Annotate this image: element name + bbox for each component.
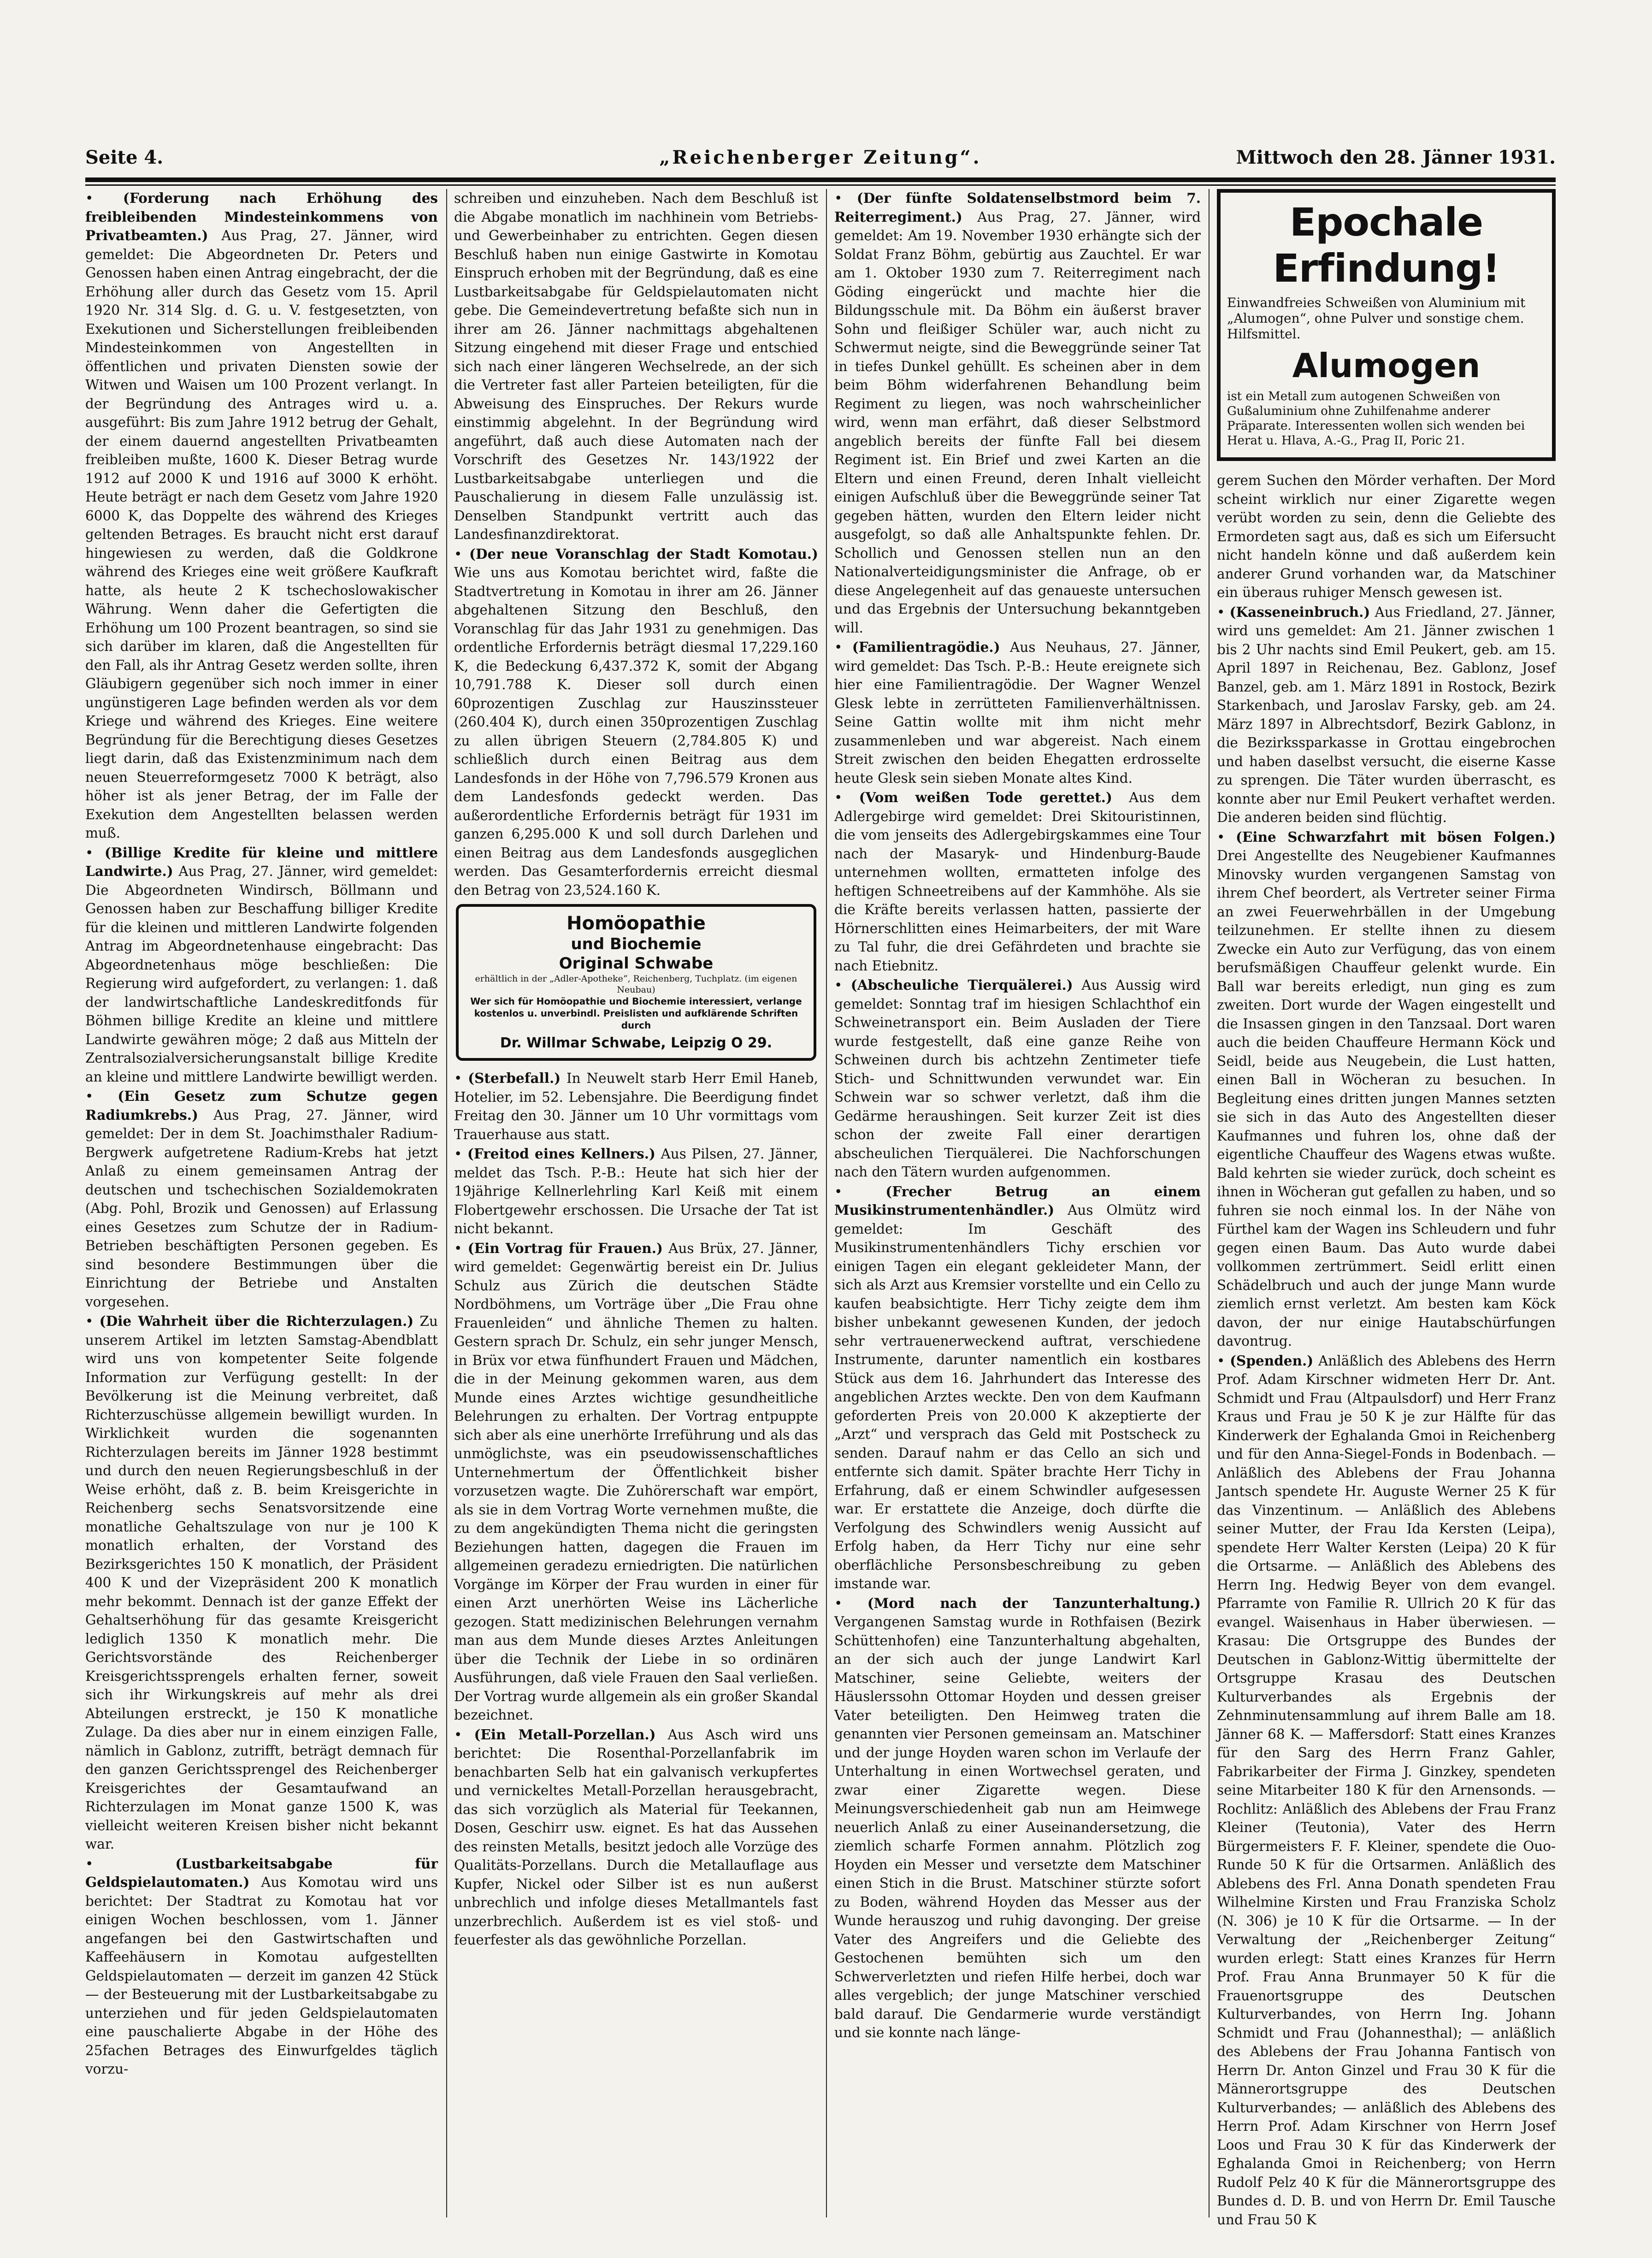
article-text: Aus dem Adlergebirge wird gemeldet: Drei Skitouristinnen, die vom jenseits des Adlergebirgskammes eine Tour nach der Masaryk- und Hindenburg-Baude unternehmen wollten, ermatteten infolge des heftigen Schneetreibens auf der Kammhöhe. Als sie die Kräfte bereits verlassen hatten, passierte der Hörnerschlitten eines Heimarbeiters, der mit Ware zu Tal fuhr, die drei Gefährdeten und brachte sie nach Etiebnitz. xyxy=(834,790,1201,974)
issue-date: Mittwoch den 28. Jänner 1931. xyxy=(1236,147,1556,168)
article: • (Forderung nach Erhöhung des freibleibenden Mindesteinkommens von Privatbeamten.) Aus Prag, 27. Jänner, wird gemeldet: Die Abgeordneten Dr. Peters und Genossen haben einen Antrag eingebracht, der die Erhöhung aller durch das Gesetz vom 15. April 1920 Nr. 314 Slg. d. G. u. V. festgesetzten, von Exekutionen und Sicherstellungen freibleibenden Mindesteinkommen von Angestellten in öffentlichen und privaten Diensten sowie der Witwen und Waisen um 100 Prozent verlangt. In der Begründung des Antrages wird u. a. ausgeführt: Bis zum Jahre 1912 betrug der Gehalt, der einem dauernd angestellten Privatbeamten freibleiben mußte, 1600 K. Dieser Betrag wurde 1912 auf 2000 K und 1916 auf 3000 K erhöht. Heute beträgt er nach dem Gesetz vom Jahre 1920 6000 K, das Doppelte des während des Krieges geltenden Betrages. Es braucht nicht erst darauf hingewiesen zu werden, daß die Goldkrone während des Krieges eine weit größere Kaufkraft hatte, als heute 2 K tschechoslowakischer Währung. Wenn daher die Gefertigten die Erhöhung um 100 Prozent beantragen, so sind sie sich darüber im klaren, daß die Angestellten für den Fall, als ihr Antrag Gesetz werden sollte, ihren Gläubigern gegenüber sich noch immer in einer ungünstigeren Lage befinden werden als vor dem Kriege und während des Krieges. Eine weitere Begründung für die Berechtigung dieses Gesetzes liegt darin, daß das Existenzminimum nach dem neuen Steuerreformgesetz 7000 K beträgt, also höher ist als jener Betrag, der im Falle der Exekution dem Angestellten belassen werden muß. xyxy=(85,190,438,841)
article-text: Aus Prag, 27. Jänner, wird gemeldet: Der in dem St. Joachimsthaler Radium-Bergwerk aufgetretene Radium-Krebs hat jetzt Anlaß zu einem gemeinsamen Antrag der deutschen und tschechischen Sozialdemokraten (Abg. Pohl, Brozik und Genossen) auf Erlassung eines Gesetzes zum Schutze der in Radium-Betrieben beschäftigten Personen gegeben. Es sind besondere Bestimmungen über die Einrichtung der Betriebe und Anstalten vorgesehen. xyxy=(85,1107,438,1310)
article-text: In Neuwelt starb Herr Emil Haneb, Hotelier, im 52. Lebensjahre. Die Beerdigung findet Freitag den 30. Jänner um 10 Uhr vormittags vom Trauerhause aus statt. xyxy=(454,1070,818,1142)
article-headline: (Der neue Voranschlag der Stadt Komotau.) xyxy=(469,545,819,562)
article-headline: (Der fünfte Soldatenselbstmord beim 7. Reiterregiment.) xyxy=(834,190,1201,225)
column-divider xyxy=(446,189,447,2217)
header-rule-thick xyxy=(85,177,1556,182)
article-text: Wie uns aus Komotau berichtet wird, faßte die Stadtvertretung in Komotau in ihrer am 26. Jänner abgehaltenen Sitzung den Beschluß, den Voranschlag für das Jahr 1931 zu genehmigen. Das ordentliche Erfordernis beträgt diesmal 17,229.160 K, die Bedeckung 6,437.372 K, somit der Abgang 10,791.788 K. Dieser soll durch einen 60prozentigen Zuschlag zur Hauszinssteuer (260.404 K), durch einen 350prozentigen Zuschlag zu allen übrigen Steuern (2,784.805 K) und schließlich durch einen Beitrag aus dem Landesfonds in der Höhe von 7,796.579 Kronen aus dem Landesfonds gedeckt werden. Das außerordentliche Erfordernis beträgt für 1931 im ganzen 6,295.000 K und soll durch Darlehen und einen Beitrag aus dem Landesfonds ausgeglichen werden. Das Gesamterfordernis erreicht diesmal den Betrag von 23,524.160 K. xyxy=(454,565,818,898)
article-text: Aus Pilsen, 27. Jänner, meldet das Tsch. P.-B.: Heute hat sich hier der 19jährige Kellnerlehrling Karl Keiß mit einem Flobertgewehr erschossen. Die Ursache der Tat ist nicht bekannt. xyxy=(454,1146,818,1236)
page-header xyxy=(85,147,1556,175)
article: • (Die Wahrheit über die Richterzulagen.) Zu unserem Artikel im letzten Samstag-Abendblatt wird uns von kompetenter Seite folgende Information zur Verfügung gestellt: In der Bevölkerung ist die Meinung verbreitet, daß Richterzuschüsse allgemein bewilligt wurden. In Wirklichkeit wurden die sogenannten Richterzulagen bereits im Jänner 1928 bestimmt und durch den neuen Regierungsbeschluß in der Weise erhöht, daß z. B. beim Kreisgerichte in Reichenberg sechs Senatsvorsitzende eine monatliche Gehaltszulage von nur je 100 K monatlich erhalten, der Vorstand des Bezirksgerichtes 150 K monatlich, der Präsident 400 K und der Vizepräsident 200 K monatlich mehr bekommt. Dennach ist der ganze Effekt der Gehaltserhöhung für das gesamte Kreisgericht lediglich 1350 K monatlich mehr. Die Gerichtsvorstände des Reichenberger Kreisgerichtssprengels erhalten ferner, soweit sich ihr Wirkungskreis auf mehr als drei Abteilungen erstreckt, je 150 K monatliche Zulage. Da dies aber nur in einem einzigen Falle, nämlich in Gablonz, zutrifft, beträgt demnach für den ganzen Gerichtssprengel des Reichenberger Kreisgerichtes der Gesamtaufwand an Richterzulagen im Monat ganze 1500 K, was vielleicht weiteren Kreisen bisher nicht bekannt war. xyxy=(85,1313,438,1852)
article-text: schreiben und einzuheben. Nach dem Beschluß ist die Abgabe monatlich im nachhinein vom Betriebs- und Gewerbeinhaber zu entrichten. Gegen diesen Beschluß haben nun einige Gastwirte in Komotau Einspruch erhoben mit der Begründung, daß es eine Lustbarkeitsabgabe für Geldspielautomaten nicht gebe. Die Gemeindevertretung befaßte sich nun in ihrer am 26. Jänner nachmittags abgehaltenen Sitzung eingehend mit dieser Frage und entschied sich nach einer längeren Wechselrede, an der sich die Vertreter fast aller Parteien beteiligten, für die Abweisung des Einspruches. Der Rekurs wurde einstimmig abgelehnt. In der Begründung wird angeführt, daß auch diese Automaten nach der Vorschrift des Gesetzes Nr. 143/1922 der Lustbarkeitsabgabe unterliegen und die Pauschalierung in diesem Falle unzulässig ist. Denselben Standpunkt vertritt auch das Landesfinanzdirektorat. xyxy=(454,190,818,542)
article-headline: (Frecher Betrug an einem Musikinstrumentenhändler.) xyxy=(834,1183,1201,1218)
article: • (Ein Metall-Porzellan.) Aus Asch wird uns berichtet: Die Rosenthal-Porzellanfabrik im benachbarten Selb hat ein galvanisch verkupfertes und vernickeltes Metall-Porzellan herausgebracht, das sich vorzüglich als Material für Teekannen, Dosen, Geschirr usw. eignet. Es hat das Aussehen des reinsten Metalls, besitzt jedoch alle Vorzüge des Qualitäts-Porzellans. Durch die Metallauflage aus Kupfer, Nickel oder Silber ist es nun außerst unbrechlich und infolge dieses Metallmantels fast unzerbrechlich. Außerdem ist es viel stoß- und feuerfester als das gewöhnliche Porzellan. xyxy=(454,1726,818,1948)
article-text: Anläßlich des Ablebens des Herrn Prof. Adam Kirschner widmeten Herr Dr. Ant. Schmidt und Frau (Altpaulsdorf) und Herr Franz Kraus und Frau je 50 K je zur Hälfte für das Kinderwerk der Eghalanda Gmoi in Reichenberg und für den Anna-Siegel-Fonds in Bodenbach. — Anläßlich des Ablebens der Frau Johanna Jantsch spendete Hr. Auguste Werner 25 K für das Vinzentinum. — Anläßlich des Ablebens seiner Mutter, der Frau Ida Kersten (Leipa), spendete Herr Walter Kersten (Leipa) 20 K für die Ortsarme. — Anläßlich des Ablebens des Herrn Ing. Hedwig Beyer von dem evangel. Pfarramte von Familie R. Ullrich 20 K für das evangel. Waisenhaus in Haber überwiesen. — Krasau: Die Ortsgruppe des Bundes der Deutschen in Gablonz-Wittig übermittelte der Ortsgruppe Krasau des Deutschen Kulturverbandes als Ergebnis der Zehnminutensammlung auf ihrem Balle am 18. Jänner 68 K. — Maffersdorf: Statt eines Kranzes für den Sarg des Herrn Franz Gahler, Fabrikarbeiter der Firma J. Ginzkey, spendeten seine Mitarbeiter 180 K für den Arnensonds. — Rochlitz: Anläßlich des Ablebens der Frau Franz Kleiner (Teutonia), Vater des Herrn Bürgermeisters F. F. Kleiner, spendete die Ouo-Runde 50 K für die Ortsarmen. Anläßlich des Ablebens des Frl. Anna Donath spendeten Frau Wilhelmine Kirsten und Frau Franziska Scholz (N. 306) je 10 K für die Ortsarme. — In der Verwaltung der „Reichenberger Zeitung“ wurden erlegt: Statt eines Kranzes für Herrn Prof. Frau Anna Brunmayer 50 K für die Frauenortsgruppe des Deutschen Kulturverbandes, von Herrn Ing. Johann Schmidt und Frau (Johannesthal); — anläßlich des Ablebens der Frau Johanna Fantisch von Herrn Dr. Anton Ginzel und Frau 30 K für die Männerortsgruppe des Deutschen Kulturverbandes; — anläßlich des Ablebens des Herrn Prof. Adam Kirschner von Herrn Josef Loos und Frau 30 K für das Kinderwerk der Eghalanda Gmoi in Reichenberg; von Herrn Rudolf Pelz 40 K für die Männerortsgruppe des Bundes d. D. B. und von Herrn Dr. Emil Tausche und Frau 50 K xyxy=(1217,1353,1556,2228)
article-headline: (Vom weißen Tode gerettet.) xyxy=(859,789,1112,805)
article-text: Aus Brüx, 27. Jänner, wird gemeldet: Gegenwärtig bereist ein Dr. Julius Schulz aus Zürich die deutschen Städte Nordböhmens, um Vorträge über „Die Frau ohne Frauenleiden“ und ähnliche Themen zu halten. Gestern sprach Dr. Schulz, ein sehr junger Mensch, in Brüx vor etwa fünfhundert Frauen und Mädchen, die in der Meinung gekommen waren, aus dem Munde eines Arztes wichtige gesundheitliche Belehrungen zu erhalten. Der Vortrag entpuppte sich aber als eine unerhörte Irreführung und als das unmöglichste, was ein pseudowissenschaftliches Unternehmertum der Öffentlichkeit bisher vorzusetzen wagte. Die Zuhörerschaft war empört, als sie in dem Vortrag Worte vernehmen mußte, die zu dem angekündigten Thema nicht die geringsten Beziehungen hatten, dagegen die Frauen im allgemeinen geradezu erniedrigten. Die natürlichen Vorgänge im Körper der Frau wurden in einer für einen Arzt unerhörten Weise ins Lächerliche gezogen. Statt medizinischen Belehrungen vernahm man aus dem Munde dieses Arztes Anleitungen über die Technik der Liebe in so ordinären Ausführungen, daß viele Frauen den Saal verließen. Der Vortrag wurde allgemein als ein großer Skandal bezeichnet. xyxy=(454,1240,819,1723)
article: • (Der fünfte Soldatenselbstmord beim 7. Reiterregiment.) Aus Prag, 27. Jänner, wird gemeldet: Am 19. November 1930 erhängte sich der Soldat Franz Böhm, gebürtig aus Zauchtel. Er war am 1. Oktober 1930 zum 7. Reiterregiment nach Göding eingerückt und machte hier die Bildungsschule mit. Da Böhm ein äußerst braver Sohn und fleißiger Schüler war, auch nicht zu Schwermut neigte, sind die Beweggründe seiner Tat in tiefes Dunkel gehüllt. Es scheinen aber in dem beim Böhm widerfahrenen Behandlung beim Regiment zu liegen, was noch wahrscheinlicher wird, wenn man erfährt, daß dieser Selbstmord angeblich bereits der fünfte Fall bei diesem Regiment ist. Ein Brief und zwei Karten an die Eltern und einen Freund, deren Inhalt vielleicht einigen Aufschluß über die Beweggründe seiner Tat gegeben hätten, wurden den Eltern leider nicht ausgefolgt, so daß alle Anhaltspunkte fehlen. Dr. Schollich und Genossen stellen nun an den Nationalverteidigungsminister die Anfrage, ob er diese Angelegenheit auf das genaueste untersuchen und das Ergebnis der Untersuchung bekanntgeben will. xyxy=(834,190,1201,636)
article-headline: (Familientragödie.) xyxy=(852,639,1000,655)
article-text: Aus Aussig wird gemeldet: Sonntag traf im hiesigen Schlachthof ein Schweinetransport ein. Beim Ausladen der Tiere wurde festgestellt, daß eine ganze Reihe von Schweinen durch bis achtzehn Zentimeter tiefe Stich- und Schnittwunden verwundet war. Ein Schwein war so schwer verletzt, daß ihm die Gedärme heraushingen. Seit kurzer Zeit ist dies schon der zweite Fall einer derartigen abscheulichen Tierquälerei. Die Nachforschungen nach den Tätern wurden aufgenommen. xyxy=(834,977,1201,1180)
article-headline: (Spenden.) xyxy=(1230,1352,1314,1369)
page-number: Seite 4. xyxy=(85,147,164,168)
article: • (Der neue Voranschlag der Stadt Komotau.) Wie uns aus Komotau berichtet wird, faßte die Stadtvertretung in Komotau in ihrer am 26. Jänner abgehaltenen Sitzung den Beschluß, den Voranschlag für das Jahr 1931 zu genehmigen. Das ordentliche Erfordernis beträgt diesmal 17,229.160 K, die Bedeckung 6,437.372 K, somit der Abgang 10,791.788 K. Dieser soll durch einen 60prozentigen Zuschlag zur Hauszinssteuer (260.404 K), durch einen 350prozentigen Zuschlag zu allen übrigen Steuern (2,784.805 K) und schließlich durch einen Beitrag aus dem Landesfonds in der Höhe von 7,796.579 Kronen aus dem Landesfonds gedeckt werden. Das außerordentliche Erfordernis beträgt für 1931 im ganzen 6,295.000 K und soll durch Darlehen und einen Beitrag aus dem Landesfonds ausgeglichen werden. Das Gesamterfordernis erreicht diesmal den Betrag von 23,524.160 K. xyxy=(454,545,819,898)
article-headline: (Billige Kredite für kleine und mittlere Landwirte.) xyxy=(85,844,438,879)
ad-brand: Alumogen xyxy=(1292,346,1481,385)
ad-line-1: Homöopathie xyxy=(566,913,706,934)
article: • (Mord nach der Tanzunterhaltung.) Vergangenen Samstag wurde in Rothfaisen (Bezirk Schüttenhofen) eine Tanzunterhaltung abgehalten, an der sich auch der junge Landwirt Karl Matschiner, seine Geliebte, weiters der Häuslerssohn Ottomar Hoyden und dessen greiser Vater beteiligten. Den Heimweg traten die genannten vier Personen gemeinsam an. Matschiner und der junge Hoyden waren schon im Verlaufe der Unterhaltung in einen Wortwechsel geraten, und zwar einer Zigarette wegen. Diese Meinungsverschiedenheit gab nun am Heimwege neuerlich Anlaß zu einer Auseinandersetzung, die ziemlich scharfe Formen annahm. Plötzlich zog Hoyden ein Messer und versetzte dem Matschiner einen Stich in die Brust. Matschiner stürzte sofort zu Boden, während Hoyden das Messer aus der Wunde herauszog und ruhig davonging. Der greise Vater des Angreifers und die Geliebte des Gestochenen bemühten sich um den Schwerverletzten und riefen Hilfe herbei, doch war alles vergeblich; der junge Matschiner verschied bald darauf. Die Gendarmerie wurde verständigt und sie konnte nach länge- xyxy=(834,1595,1201,2040)
article-text: Aus Prag, 27. Jänner, wird gemeldet: Am 19. November 1930 erhängte sich der Soldat Franz Böhm, gebürtig aus Zauchtel. Er war am 1. Oktober 1930 zum 7. Reiterregiment nach Göding eingerückt und machte hier die Bildungsschule mit. Da Böhm ein äußerst braver Sohn und fleißiger Schüler war, auch nicht zu Schwermut neigte, sind die Beweggründe seiner Tat in tiefes Dunkel gehüllt. Es scheinen aber in dem beim Böhm widerfahrenen Behandlung beim Regiment zu liegen, was noch wahrscheinlicher wird, wenn man erfährt, daß dieser Selbstmord angeblich bereits der fünfte Fall bei diesem Regiment ist. Ein Brief und zwei Karten an die Eltern und einen Freund, deren Inhalt vielleicht einigen Aufschluß über die Beweggründe seiner Tat gegeben hätten, wurden den Eltern leider nicht ausgefolgt, so daß alle Anhaltspunkte fehlen. Dr. Schollich und Genossen stellen nun an den Nationalverteidigungsminister die Anfrage, ob er diese Angelegenheit auf das genaueste untersuchen und das Ergebnis der Untersuchung bekanntgeben will. xyxy=(834,209,1201,636)
article-text: gerem Suchen den Mörder verhaften. Der Mord scheint wirklich nur einer Zigarette wegen verübt worden zu sein, denn die Geliebte des Ermordeten sagt aus, daß es sich um Eifersucht nicht handeln könne und daß außerdem kein anderer Grund vorhanden war, da Matschiner ein überaus ruhiger Mensch gewesen ist. xyxy=(1217,473,1556,600)
article xyxy=(454,189,818,544)
ad-line-5: Wer sich für Homöopathie und Biochemie interessiert, verlange kostenlos u. unverbindl. Preislisten und aufklärende Schriften durch xyxy=(470,996,802,1031)
alumogen-ad xyxy=(1217,189,1556,461)
article-text: Aus Komotau wird uns berichtet: Der Stadtrat zu Komotau hat vor einigen Wochen beschlossen, vom 1. Jänner angefangen bei den Gastwirtschaften und Kaffeehäusern in Komotau aufgestellten Geldspielautomaten — derzeit im ganzen 42 Stück — der Besteuerung mit der Lustbarkeitsabgabe zu unterziehen und für jeden Geldspielautomaten eine pauschalierte Abgabe in der Höhe des 25fachen Betrages des Einwurfgeldes täglich vorzu- xyxy=(85,1874,438,2077)
article: • (Ein Vortrag für Frauen.) Aus Brüx, 27. Jänner, wird gemeldet: Gegenwärtig bereist ein Dr. Julius Schulz aus Zürich die deutschen Städte Nordböhmens, um Vorträge über „Die Frau ohne Frauenleiden“ und ähnliche Themen zu halten. Gestern sprach Dr. Schulz, ein sehr junger Mensch, in Brüx vor etwa fünfhundert Frauen und Mädchen, die in der Meinung gekommen waren, aus dem Munde eines Arztes wichtige gesundheitliche Belehrungen zu erhalten. Der Vortrag entpuppte sich aber als eine unerhörte Irreführung und als das unmöglichste, was ein pseudowissenschaftliches Unternehmertum der Öffentlichkeit bisher vorzusetzen wagte. Die Zuhörerschaft war empört, als sie in dem Vortrag Worte vernehmen mußte, die zu dem angekündigten Thema nicht die geringsten Beziehungen hatten, dagegen die Frauen im allgemeinen geradezu erniedrigten. Die natürlichen Vorgänge im Körper der Frau wurden in einer für einen Arzt unerhörten Weise ins Lächerliche gezogen. Statt medizinischen Belehrungen vernahm man aus dem Munde dieses Arztes Anleitungen über die Technik der Liebe in so ordinären Ausführungen, daß viele Frauen den Saal verließen. Der Vortrag wurde allgemein als ein großer Skandal bezeichnet. xyxy=(454,1240,819,1723)
article-headline: (Lustbarkeitsabgabe für Geldspielautomaten.) xyxy=(85,1855,438,1890)
ad-line-3: Original Schwabe xyxy=(559,954,714,973)
ad-line-6: Dr. Willmar Schwabe, Leipzig O 29. xyxy=(500,1035,773,1051)
column-1 xyxy=(85,189,438,2217)
article-text: Aus Prag, 27. Jänner, wird gemeldet: Die Abgeordneten Dr. Peters und Genossen haben einen Antrag eingebracht, der die Erhöhung aller durch das Gesetz vom 15. April 1920 Nr. 314 Slg. d. G. u. V. festgesetzten, von Exekutionen und Sicherstellungen freibleibenden Mindesteinkommen von Angestellten in öffentlichen und privaten Diensten sowie der Witwen und Waisen um 100 Prozent verlangt. In der Begründung des Antrages wird u. a. ausgeführt: Bis zum Jahre 1912 betrug der Gehalt, der einem dauernd angestellten Privatbeamten freibleiben mußte, 1600 K. Dieser Betrag wurde 1912 auf 2000 K und 1916 auf 3000 K erhöht. Heute beträgt er nach dem Gesetz vom Jahre 1920 6000 K, das Doppelte des während des Krieges geltenden Betrages. Es braucht nicht erst darauf hingewiesen zu werden, daß die Goldkrone während des Krieges eine weit größere Kaufkraft hatte, als heute 2 K tschechoslowakischer Währung. Wenn daher die Gefertigten die Erhöhung um 100 Prozent beantragen, so sind sie sich darüber im klaren, daß die Angestellten für den Fall, als ihr Antrag Gesetz werden sollte, ihren Gläubigern gegenüber sich noch immer in einer ungünstigeren Lage befinden werden als vor dem Kriege und während des Krieges. Eine weitere Begründung für die Berechtigung dieses Gesetzes liegt darin, daß das Existenzminimum nach dem neuen Steuerreformgesetz 7000 K beträgt, also höher ist als jener Betrag, der im Falle der Exekution dem Angestellten belassen werden muß. xyxy=(85,228,438,841)
article-headline: (Ein Metall-Porzellan.) xyxy=(474,1726,656,1743)
article: • (Spenden.) Anläßlich des Ablebens des Herrn Prof. Adam Kirschner widmeten Herr Dr. Ant. Schmidt und Frau (Altpaulsdorf) und Herr Franz Kraus und Frau je 50 K je zur Hälfte für das Kinderwerk der Eghalanda Gmoi in Reichenberg und für den Anna-Siegel-Fonds in Bodenbach. — Anläßlich des Ablebens der Frau Johanna Jantsch spendete Hr. Auguste Werner 25 K für das Vinzentinum. — Anläßlich des Ablebens seiner Mutter, der Frau Ida Kersten (Leipa), spendete Herr Walter Kersten (Leipa) 20 K für die Ortsarme. — Anläßlich des Ablebens des Herrn Ing. Hedwig Beyer von dem evangel. Pfarramte von Familie R. Ullrich 20 K für das evangel. Waisenhaus in Haber überwiesen. — Krasau: Die Ortsgruppe des Bundes der Deutschen in Gablonz-Wittig übermittelte der Ortsgruppe Krasau des Deutschen Kulturverbandes als Ergebnis der Zehnminutensammlung auf ihrem Balle am 18. Jänner 68 K. — Maffersdorf: Statt eines Kranzes für den Sarg des Herrn Franz Gahler, Fabrikarbeiter der Firma J. Ginzkey, spendeten seine Mitarbeiter 180 K für den Arnensonds. — Rochlitz: Anläßlich des Ablebens der Frau Franz Kleiner (Teutonia), Vater des Herrn Bürgermeisters F. F. Kleiner, spendete die Ouo-Runde 50 K für die Ortsarmen. Anläßlich des Ablebens des Frl. Anna Donath spendeten Frau Wilhelmine Kirsten und Frau Franziska Scholz (N. 306) je 10 K für die Ortsarme. — In der Verwaltung der „Reichenberger Zeitung“ wurden erlegt: Statt eines Kranzes für Herrn Prof. Frau Anna Brunmayer 50 K für die Frauenortsgruppe des Deutschen Kulturverbandes, von Herrn Ing. Johann Schmidt und Frau (Johannesthal); — anläßlich des Ablebens der Frau Johanna Fantisch von Herrn Dr. Anton Ginzel und Frau 30 K für die Männerortsgruppe des Deutschen Kulturverbandes; — anläßlich des Ablebens des Herrn Prof. Adam Kirschner von Herrn Josef Loos und Frau 30 K für das Kinderwerk der Eghalanda Gmoi in Reichenberg; von Herrn Rudolf Pelz 40 K für die Männerortsgruppe des Bundes d. D. B. und von Herrn Dr. Emil Tausche und Frau 50 K xyxy=(1217,1352,1556,2228)
newspaper-title: „Reichenberger Zeitung“. xyxy=(659,147,982,168)
article: • (Sterbefall.) In Neuwelt starb Herr Emil Haneb, Hotelier, im 52. Lebensjahre. Die Beerdigung findet Freitag den 30. Jänner um 10 Uhr vormittags vom Trauerhause aus statt. xyxy=(454,1070,818,1142)
homeopathy-ad xyxy=(456,904,816,1061)
article: • (Ein Gesetz zum Schutze gegen Radiumkrebs.) Aus Prag, 27. Jänner, wird gemeldet: Der in dem St. Joachimsthaler Radium-Bergwerk aufgetretene Radium-Krebs hat jetzt Anlaß zu einem gemeinsamen Antrag der deutschen und tschechischen Sozialdemokraten (Abg. Pohl, Brozik und Genossen) auf Erlassung eines Gesetzes zum Schutze der in Radium-Betrieben beschäftigten Personen gegeben. Es sind besondere Bestimmungen über die Einrichtung der Betriebe und Anstalten vorgesehen. xyxy=(85,1088,438,1310)
article-headline: (Sterbefall.) xyxy=(468,1070,561,1086)
column-3 xyxy=(834,189,1201,2217)
article-text: Aus Prag, 27. Jänner, wird gemeldet: Die Abgeordneten Windirsch, Böllmann und Genossen haben zur Beschaffung billiger Kredite für die kleinen und mittleren Landwirte folgenden Antrag im Abgeordnetenhause eingebracht: Das Abgeordnetenhaus möge beschließen: Die Regierung wird aufgefordert, zu verlangen: 1. daß der landwirtschaftliche Landeskreditfonds für Böhmen billige Kredite an kleine und mittlere Landwirte gewähren möge; 2 daß aus Mitteln der Zentralsozialversicherungsanstalt billige Kredite an kleine und mittlere Landwirte bewilligt werden. xyxy=(85,863,438,1085)
article: • (Freitod eines Kellners.) Aus Pilsen, 27. Jänner, meldet das Tsch. P.-B.: Heute hat sich hier der 19jährige Kellnerlehrling Karl Keiß mit einem Flobertgewehr erschossen. Die Ursache der Tat ist nicht bekannt. xyxy=(454,1146,818,1236)
article-headline: (Freitod eines Kellners.) xyxy=(467,1146,655,1162)
article xyxy=(1217,471,1556,602)
article-text: Drei Angestellte des Neugebiener Kaufmannes Minovsky wurden vergangenen Samstag von ihrem Chef beordert, als Vertreter seiner Firma an zwei Feuerwehrbällen in der Umgebung teilzunehmen. Er stellte ihnen zu diesem Zwecke ein Auto zur Verfügung, das von einem berufsmäßigen Chauffeur gelenkt wurde. Ein Ball war bereits erledigt, nun ging es zum zweiten. Dort wurde der Wagen eingestellt und die Insassen gingen in den Tanzsaal. Dort waren auch die beiden Chauffeure Hermann Köck und Seidl, beide aus Neugebein, die Lust hatten, einen Ball in Wöcheran zu besuchen. In Begleitung eines dritten jungen Mannes setzten sie sich in das Auto des Angestellten dieser Kaufmannes und fuhren los, ohne daß der eigentliche Chauffeur des Wagens etwas wußte. Bald kehrten sie wieder zurück, doch scheint es ihnen in Wöcheran gut gefallen zu haben, und so fuhren sie noch einmal los. In der Nähe von Fürthel kam der Wagen ins Schleudern und fuhr gegen einen Baum. Das Auto wurde dabei vollkommen zertrümmert. Seidl erlitt einen Schädelbruch und auch der junge Mann wurde ziemlich ernst verletzt. Am besten kam Köck davon, der nur einige Hautabschürfungen davontrug. xyxy=(1217,848,1556,1349)
article-headline: (Abscheuliche Tierquälerei.) xyxy=(850,977,1073,993)
article-headline: (Eine Schwarzfahrt mit bösen Folgen.) xyxy=(1235,828,1556,845)
article-headline: (Mord nach der Tanzunterhaltung.) xyxy=(867,1595,1201,1611)
column-2 xyxy=(454,189,818,2217)
ad-line-2: und Biochemie xyxy=(571,935,702,953)
article: • (Familientragödie.) Aus Neuhaus, 27. Jänner, wird gemeldet: Das Tsch. P.-B.: Heute ereignete sich hier eine Familientragödie. Der Wagner Wenzel Glesk lebte in zerrütteten Familienverhältnissen. Seine Gattin wollte mit ihm nicht mehr zusammenleben und war abgereist. Nach einem Streit zwischen den beiden Ehegatten erdrosselte heute Glesk sein sieben Monate altes Kind. xyxy=(834,639,1201,786)
article: • (Frecher Betrug an einem Musikinstrumentenhändler.) Aus Olmütz wird gemeldet: Im Geschäft des Musikinstrumentenhändlers Tichy erschien vor einigen Tagen ein elegant gekleideter Mann, der sich als Arzt aus Kremsier vorstellte und ein Cello zu kaufen beabsichtigte. Herr Tichy zeigte dem ihm bisher unbekannt gewesenen Kunden, der jedoch sehr vertrauenerweckend auftrat, verschiedene Instrumente, darunter namentlich ein kostbares Stück aus dem 16. Jahrhundert das Interesse des angeblichen Arztes weckte. Den von dem Kaufmann geforderten Preis von 20.000 K akzeptierte der „Arzt“ und versprach das Geld mit Postscheck zu senden. Darauf nahm er das Cello an sich und entfernte sich damit. Später brachte Herr Tichy in Erfahrung, daß er einem Schwindler aufgesessen war. Er erstattete die Anzeige, doch dürfte die Verfolgung des Schwindlers wenig Aussicht auf Erfolg haben, da Herr Tichy nur eine sehr oberflächliche Personsbeschreibung zu geben imstande war. xyxy=(834,1183,1201,1591)
article: • (Eine Schwarzfahrt mit bösen Folgen.) Drei Angestellte des Neugebiener Kaufmannes Minovsky wurden vergangenen Samstag von ihrem Chef beordert, als Vertreter seiner Firma an zwei Feuerwehrbällen in der Umgebung teilzunehmen. Er stellte ihnen zu diesem Zwecke ein Auto zur Verfügung, das von einem berufsmäßigen Chauffeur gelenkt wurde. Ein Ball war bereits erledigt, nun ging es zum zweiten. Dort wurde der Wagen eingestellt und die Insassen gingen in den Tanzsaal. Dort waren auch die beiden Chauffeure Hermann Köck und Seidl, beide aus Neugebein, die Lust hatten, einen Ball in Wöcheran zu besuchen. In Begleitung eines dritten jungen Mannes setzten sie sich in das Auto des Angestellten dieser Kaufmannes und fuhren los, ohne daß der eigentliche Chauffeur des Wagens etwas wußte. Bald kehrten sie wieder zurück, doch scheint es ihnen in Wöcheran gut gefallen zu haben, und so fuhren sie noch einmal los. In der Nähe von Fürthel kam der Wagen ins Schleudern und fuhr gegen einen Baum. Das Auto wurde dabei vollkommen zertrümmert. Seidl erlitt einen Schädelbruch und auch der junge Mann wurde ziemlich ernst verletzt. Am besten kam Köck davon, der nur einige Hautabschürfungen davontrug. xyxy=(1217,828,1556,1349)
article-headline: (Ein Gesetz zum Schutze gegen Radiumkrebs.) xyxy=(85,1088,438,1123)
article: • (Billige Kredite für kleine und mittlere Landwirte.) Aus Prag, 27. Jänner, wird gemeldet: Die Abgeordneten Windirsch, Böllmann und Genossen haben zur Beschaffung billiger Kredite für die kleinen und mittleren Landwirte folgenden Antrag im Abgeordnetenhause eingebracht: Das Abgeordnetenhaus möge beschließen: Die Regierung wird aufgefordert, zu verlangen: 1. daß der landwirtschaftliche Landeskreditfonds für Böhmen billige Kredite an kleine und mittlere Landwirte gewähren möge; 2 daß aus Mitteln der Zentralsozialversicherungsanstalt billige Kredite an kleine und mittlere Landwirte bewilligt werden. xyxy=(85,844,438,1085)
article-text: Aus Asch wird uns berichtet: Die Rosenthal-Porzellanfabrik im benachbarten Selb hat ein galvanisch verkupfertes und vernickeltes Metall-Porzellan herausgebracht, das sich vorzüglich als Material für Teekannen, Dosen, Geschirr usw. eignet. Es hat das Aussehen des reinsten Metalls, besitzt jedoch alle Vorzüge des Qualitäts-Porzellans. Durch die Metallauflage aus Kupfer, Nickel oder Silber ist es nun außerst unbrechlich und infolge dieses Metallmantels fast unzerbrechlich. Außerdem ist es viel stoß- und feuerfester als das gewöhnliche Porzellan. xyxy=(454,1726,818,1948)
article-text: Aus Neuhaus, 27. Jänner, wird gemeldet: Das Tsch. P.-B.: Heute ereignete sich hier eine Familientragödie. Der Wagner Wenzel Glesk lebte in zerrütteten Familienverhältnissen. Seine Gattin wollte mit ihm nicht mehr zusammenleben und war abgereist. Nach einem Streit zwischen den beiden Ehegatten erdrosselte heute Glesk sein sieben Monate altes Kind. xyxy=(834,639,1201,786)
column-divider xyxy=(826,189,827,2217)
article-headline: (Forderung nach Erhöhung des freibleibenden Mindesteinkommens von Privatbeamten.) xyxy=(85,190,438,243)
ad-intro: Einwandfreies Schweißen von Aluminium mit „Alumogen“, ohne Pulver und sonstige chem. Hilfsmittel. xyxy=(1227,295,1526,342)
article-text: Aus Olmütz wird gemeldet: Im Geschäft des Musikinstrumentenhändlers Tichy erschien vor einigen Tagen ein elegant gekleideter Mann, der sich als Arzt aus Kremsier vorstellte und ein Cello zu kaufen beabsichtigte. Herr Tichy zeigte dem ihm bisher unbekannt gewesenen Kunden, der jedoch sehr vertrauenerweckend auftrat, verschiedene Instrumente, darunter namentlich ein kostbares Stück aus dem 16. Jahrhundert das Interesse des angeblichen Arztes weckte. Den von dem Kaufmann geforderten Preis von 20.000 K akzeptierte der „Arzt“ und versprach das Geld mit Postscheck zu senden. Darauf nahm er das Cello an sich und entfernte sich damit. Später brachte Herr Tichy in Erfahrung, daß er einem Schwindler aufgesessen war. Er erstattete die Anzeige, doch dürfte die Verfolgung des Schwindlers wenig Aussicht auf Erfolg haben, da Herr Tichy nur eine sehr oberflächliche Personsbeschreibung zu geben imstande war. xyxy=(834,1202,1201,1591)
article: • (Vom weißen Tode gerettet.) Aus dem Adlergebirge wird gemeldet: Drei Skitouristinnen, die vom jenseits des Adlergebirgskammes eine Tour nach der Masaryk- und Hindenburg-Baude unternehmen wollten, ermatteten infolge des heftigen Schneetreibens auf der Kammhöhe. Als sie die Kräfte bereits verlassen hatten, passierte der Hörnerschlitten eines Heimarbeiters, der mit Ware zu Tal fuhr, die drei Gefährdeten und brachte sie nach Etiebnitz. xyxy=(834,789,1201,974)
article-text: Vergangenen Samstag wurde in Rothfaisen (Bezirk Schüttenhofen) eine Tanzunterhaltung abgehalten, an der sich auch der junge Landwirt Karl Matschiner, seine Geliebte, weiters der Häuslerssohn Ottomar Hoyden und dessen greiser Vater beteiligten. Den Heimweg traten die genannten vier Personen gemeinsam an. Matschiner und der junge Hoyden waren schon im Verlaufe der Unterhaltung in einen Wortwechsel geraten, und zwar einer Zigarette wegen. Diese Meinungsverschiedenheit gab nun am Heimwege neuerlich Anlaß zu einer Auseinandersetzung, die ziemlich scharfe Formen annahm. Plötzlich zog Hoyden ein Messer und versetzte dem Matschiner einen Stich in die Brust. Matschiner stürzte sofort zu Boden, während Hoyden das Messer aus der Wunde herauszog und ruhig davonging. Der greise Vater des Angreifers und die Geliebte des Gestochenen bemühten sich um den Schwerverletzten und riefen Hilfe herbei, doch war alles vergeblich; der junge Matschiner verschied bald darauf. Die Gendarmerie wurde verständigt und sie konnte nach länge- xyxy=(834,1614,1201,2040)
header-rule-thin xyxy=(85,184,1556,186)
column-divider xyxy=(1209,189,1210,2217)
article-headline: (Ein Vortrag für Frauen.) xyxy=(467,1240,663,1256)
ad-headline: Epochale Erfindung! xyxy=(1273,200,1500,291)
article: • (Abscheuliche Tierquälerei.) Aus Aussig wird gemeldet: Sonntag traf im hiesigen Schlachthof ein Schweinetransport ein. Beim Ausladen der Tiere wurde festgestellt, daß eine ganze Reihe von Schweinen durch bis achtzehn Zentimeter tiefe Stich- und Schnittwunden verwundet war. Ein Schwein war so schwer verletzt, daß ihm die Gedärme heraushingen. Seit kurzer Zeit ist dies schon der zweite Fall einer derartigen abscheulichen Tierquälerei. Die Nachforschungen nach den Tätern wurden aufgenommen. xyxy=(834,977,1201,1180)
ad-body: ist ein Metall zum autogenen Schweißen von Gußaluminium ohne Zuhilfenahme anderer Präparate. Interessenten wollen sich wenden bei Herat u. Hlava, A.-G., Prag II, Poric 21. xyxy=(1227,390,1525,448)
article-headline: (Kasseneinbruch.) xyxy=(1229,603,1370,620)
article: • (Kasseneinbruch.) Aus Friedland, 27. Jänner, wird uns gemeldet: Am 21. Jänner zwischen 1 bis 2 Uhr nachts sind Emil Peukert, geb. am 15. April 1897 in Reichenau, Bez. Gablonz, Josef Banzel, geb. am 1. März 1891 in Rostock, Bezirk Starkenbach, und Jaroslav Farsky, geb. am 24. März 1897 in Albrechtsdorf, Bezirk Gablonz, in die Bezirkssparkasse in Grottau eingebrochen und haben daselbst versucht, die eiserne Kasse zu sprengen. Die Täter wurden überrascht, es konnte aber nur Emil Peukert verhaftet werden. Die anderen beiden sind flüchtig. xyxy=(1217,603,1556,825)
article-headline: (Die Wahrheit über die Richterzulagen.) xyxy=(99,1313,414,1329)
ad-line-4: erhältlich in der „Adler-Apotheke“, Reichenberg, Tuchplatz. (im eigenen Neubau) xyxy=(475,974,797,995)
article-text: Zu unserem Artikel im letzten Samstag-Abendblatt wird uns von kompetenter Seite folgende Information zur Verfügung gestellt: In der Bevölkerung ist die Meinung verbreitet, daß Richterzuschüsse allgemein bewilligt wurden. In Wirklichkeit wurden die sogenannten Richterzulagen bereits im Jänner 1928 bestimmt und durch den neuen Regierungsbeschluß in der Weise erhöht, daß z. B. beim Kreisgerichte in Reichenberg sechs Senatsvorsitzende eine monatliche Gehaltszulage von nur je 100 K monatlich erhalten, der Vorstand des Bezirksgerichtes 150 K monatlich, der Präsident 400 K und der Vizepräsident 200 K monatlich mehr bekommt. Dennach ist der ganze Effekt der Gehaltserhöhung für das gesamte Kreisgericht lediglich 1350 K monatlich mehr. Die Gerichtsvorstände des Reichenberger Kreisgerichtssprengels erhalten ferner, soweit sich ihr Wirkungskreis auf mehr als drei Abteilungen erstreckt, je 150 K monatliche Zulage. Da dies aber nur in einem einzigen Falle, nämlich in Gablonz, zutrifft, beträgt demnach für den ganzen Gerichtssprengel des Reichenberger Kreisgerichtes der Gesamtaufwand an Richterzulagen im Monat ganze 1500 K, was vielleicht weiteren Kreisen bisher nicht bekannt war. xyxy=(85,1313,438,1852)
article-text: Aus Friedland, 27. Jänner, wird uns gemeldet: Am 21. Jänner zwischen 1 bis 2 Uhr nachts sind Emil Peukert, geb. am 15. April 1897 in Reichenau, Bez. Gablonz, Josef Banzel, geb. am 1. März 1891 in Rostock, Bezirk Starkenbach, und Jaroslav Farsky, geb. am 24. März 1897 in Albrechtsdorf, Bezirk Gablonz, in die Bezirkssparkasse in Grottau eingebrochen und haben daselbst versucht, die eiserne Kasse zu sprengen. Die Täter wurden überrascht, es konnte aber nur Emil Peukert verhaftet werden. Die anderen beiden sind flüchtig. xyxy=(1217,604,1556,825)
article: • (Lustbarkeitsabgabe für Geldspielautomaten.) Aus Komotau wird uns berichtet: Der Stadtrat zu Komotau hat vor einigen Wochen beschlossen, vom 1. Jänner angefangen bei den Gastwirtschaften und Kaffeehäusern in Komotau aufgestellten Geldspielautomaten — derzeit im ganzen 42 Stück — der Besteuerung mit der Lustbarkeitsabgabe zu unterziehen und für jeden Geldspielautomaten eine pauschalierte Abgabe in der Höhe des 25fachen Betrages des Einwurfgeldes täglich vorzu- xyxy=(85,1855,438,2077)
column-4 xyxy=(1217,189,1556,2228)
